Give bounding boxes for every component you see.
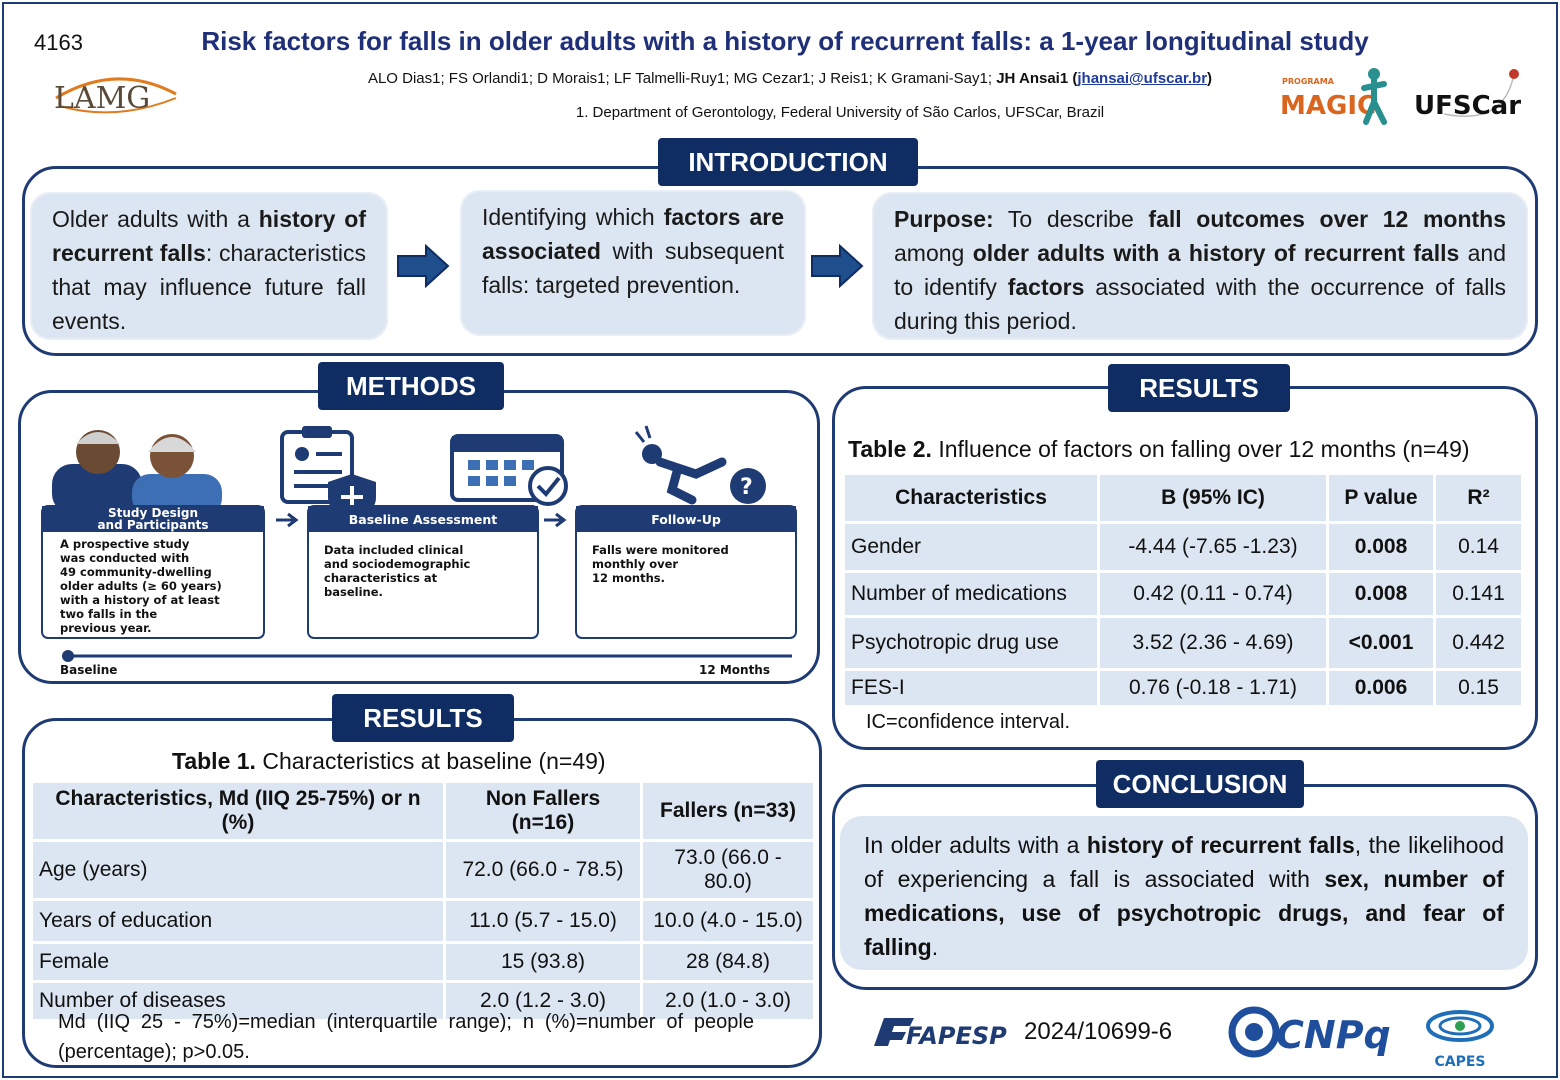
lamg-logo [46,68,186,116]
table2 [842,472,1524,708]
table1-header: Non Fallers (n=16) [446,783,640,839]
svg-text:?: ? [740,475,753,500]
conclusion-text: In older adults with a history of recurrent falls, the likelihood of experiencing a fall is associated with sex, number of medications, use of psychotropic drugs, and fear of falling. [840,816,1528,970]
table1-note: Md (IIQ 25 - 75%)=median (interquartile range); n (%)=number of people (percentage); p>0.05. [58,1011,754,1063]
results-right-tag: RESULTS [1108,364,1290,412]
table1-header: Characteristics, Md (IIQ 25-75%) or n (%) [33,783,443,839]
arrow-right-icon [396,244,450,288]
ufscar-logo-text: UFSCar [1414,91,1522,121]
poster-title: Risk factors for falls in older adults with a history of recurrent falls: a 1-year longitudinal study [201,26,1369,56]
svg-text:and Participants: and Participants [97,518,209,532]
svg-text:baseline.: baseline. [324,585,383,599]
svg-text:Falls were monitored: Falls were monitored [592,543,729,557]
intro-card-factors: Identifying which factors are associated with subsequent falls: targeted prevention. [460,190,806,336]
svg-text:Study Design: Study Design [108,506,198,520]
arrow-right-icon [276,514,296,526]
svg-text:characteristics at: characteristics at [324,571,438,585]
capes-logo-text: CAPES [1434,1054,1486,1070]
svg-text:Baseline Assessment: Baseline Assessment [348,512,498,527]
lead-author: JH Ansai1 [996,70,1069,87]
capes-logo [1420,1000,1500,1070]
intro-card-history: Older adults with a history of recurrent falls: characteristics that may influence future fall events. [30,192,388,340]
fapesp-logo [870,1012,1020,1052]
svg-text:49 community-dwelling: 49 community-dwelling [60,565,212,579]
svg-text:and sociodemographic: and sociodemographic [324,557,471,571]
table-row: Psychotropic drug use 3.52 (2.36 - 4.69) <0.001 0.442 [845,618,1521,668]
conclusion-tag: CONCLUSION [1096,760,1304,808]
cnpq-logo [1226,1004,1396,1060]
table2-header: Characteristics [845,475,1097,521]
author-email[interactable]: jhansai@ufscar.br [1077,70,1208,87]
table-row: Age (years) 72.0 (66.0 - 78.5) 73.0 (66.0 - 80.0) [33,842,813,898]
table1-title: Table 1. Characteristics at baseline (n=49) [172,748,606,774]
table2-header-row [845,475,1521,521]
intro-card-purpose: Purpose: To describe fall outcomes over 12 months among older adults with a history of recurrent falls and to identify factors associated with the occurrence of falls during this period. [872,192,1528,340]
step-box-baseline [308,506,538,638]
lamg-logo-text: LAMG [54,81,151,116]
table1 [30,780,816,1022]
table-row: Gender -4.44 (-7.65 -1.23) 0.008 0.14 [845,524,1521,570]
methods-tag: METHODS [318,362,504,410]
arrow-right-icon [810,244,864,288]
table2-header: R² [1436,475,1521,521]
ufscar-logo [1414,66,1526,126]
authors: ALO Dias1; FS Orlandi1; D Morais1; LF Talmelli-Ruy1; MG Cezar1; J Reis1; K Gramani-Say1; JH Ansai1 (jhansai@ufscar.br) [367,70,1213,87]
table-row: FES-I 0.76 (-0.18 - 1.71) 0.006 0.15 [845,671,1521,705]
table-row: Number of diseases 2.0 (1.2 - 3.0) 2.0 (1.0 - 3.0) [33,983,813,1019]
svg-text:A prospective study: A prospective study [60,537,190,551]
arrow-right-icon [544,514,564,526]
older-couple-icon [52,430,222,516]
table-row: Number of medications 0.42 (0.11 - 0.74) 0.008 0.141 [845,573,1521,615]
table1-header-row [33,783,813,839]
svg-text:12 months.: 12 months. [592,571,665,585]
falling-person-icon [636,426,766,504]
magic-logo-text: MAGIC [1280,91,1377,121]
svg-text:previous year.: previous year. [60,621,152,635]
table2-note: IC=confidence interval. [866,711,1071,733]
cnpq-logo-text: CNPq [1276,1013,1391,1057]
step-box-study-design [42,506,264,638]
timeline [60,650,792,677]
grant-number: 2024/10699-6 [1024,1018,1173,1045]
results-left-tag: RESULTS [332,694,514,742]
table2-title: Table 2. Influence of factors on falling over 12 months (n=49) [848,436,1470,462]
introduction-tag: INTRODUCTION [658,138,918,186]
table-row: Years of education 11.0 (5.7 - 15.0) 10.0 (4.0 - 15.0) [33,901,813,941]
svg-text:was conducted with: was conducted with [60,551,190,565]
svg-text:two falls in the: two falls in the [60,607,158,621]
step-box-follow-up [576,506,796,638]
svg-text:Data included clinical: Data included clinical [324,543,464,557]
fapesp-logo-text: FAPESP [906,1022,1007,1050]
table2-header: P value [1329,475,1433,521]
magic-logo [1280,66,1395,126]
affiliation: 1. Department of Gerontology, Federal University of São Carlos, UFSCar, Brazil [575,104,1105,121]
table2-header: B (95% IC) [1100,475,1326,521]
svg-text:with a history of at least: with a history of at least [60,593,220,607]
svg-text:older adults (≥ 60 years): older adults (≥ 60 years) [60,579,222,593]
table1-header: Fallers (n=33) [643,783,813,839]
poster-id: 4163 [34,30,83,55]
calendar-icon [452,436,566,504]
magic-logo-small-text: PROGRAMA [1282,77,1334,86]
author-list: ALO Dias1; FS Orlandi1; D Morais1; LF Talmelli-Ruy1; MG Cezar1; J Reis1; K Gramani-Say1; [367,70,997,87]
svg-text:Follow-Up: Follow-Up [651,512,721,527]
svg-text:Baseline: Baseline [60,663,118,677]
svg-text:12 Months: 12 Months [698,663,770,677]
table-row: Female 15 (93.8) 28 (84.8) [33,944,813,980]
svg-text:monthly over: monthly over [592,557,679,571]
methods-infographic [32,414,822,680]
